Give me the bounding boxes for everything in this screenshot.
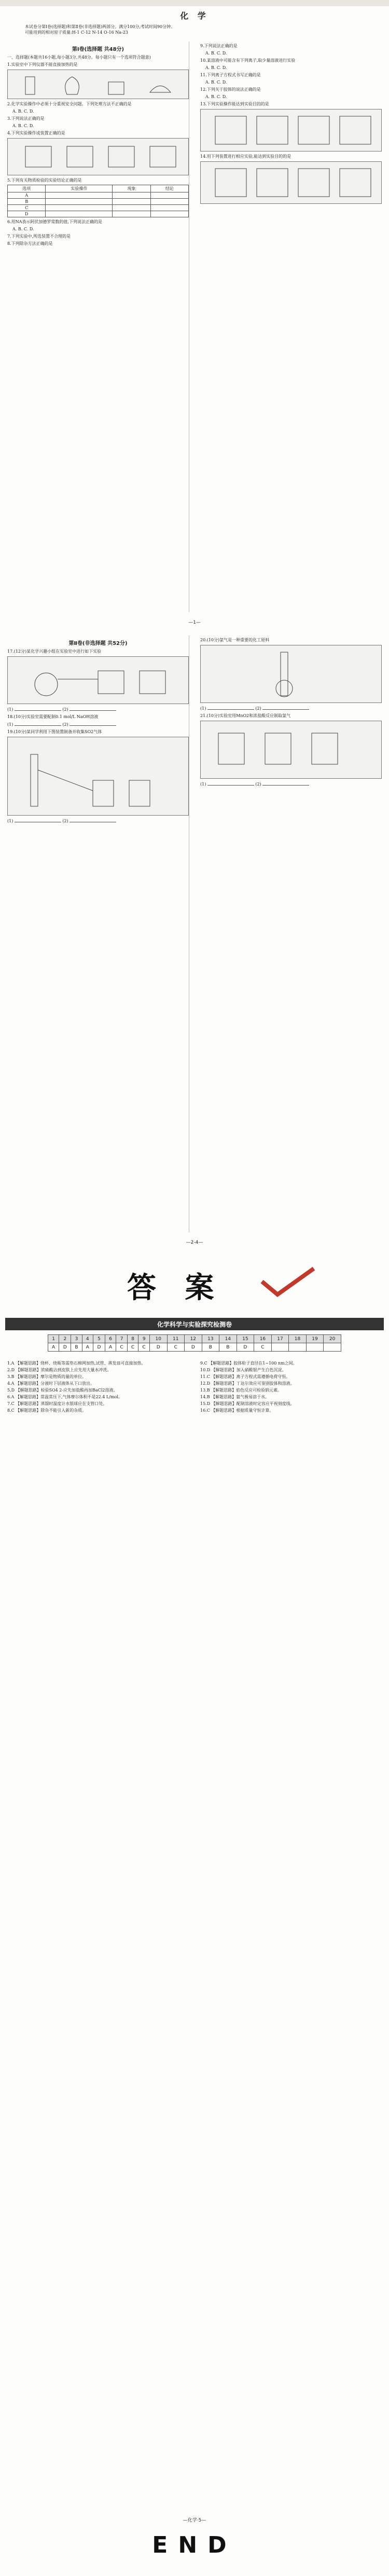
- page1-right-column: [200, 42, 382, 206]
- answer-key-value: D: [59, 1343, 71, 1352]
- answer-key-number: 4: [82, 1335, 93, 1343]
- top-decoration: [0, 0, 389, 6]
- operation-icons: [15, 140, 181, 173]
- question-7: 7.下列实验中,所选装置不合理的是: [7, 234, 71, 239]
- answer-key-value: A: [105, 1343, 116, 1352]
- answer-explanation-item: 10.D 【解题思路】加入硝酸银产生白色沉淀。: [200, 1368, 286, 1372]
- question-9-options: A. B. C. D.: [205, 51, 227, 56]
- question-19-blanks: (1) (2): [7, 818, 189, 824]
- question-17-figure: [7, 656, 189, 704]
- answer-explanation-item: 5.D 【解题思路】检验SO4 2-应先加盐酸再加BaCl2溶液。: [7, 1388, 118, 1393]
- answer-key-value: [324, 1343, 341, 1352]
- answer-key-number: 9: [138, 1335, 150, 1343]
- answer-key-value: C: [116, 1343, 128, 1352]
- answer-key-value: D: [237, 1343, 254, 1352]
- question-5-table: 选项 实验操作 现象 结论 A B C D: [7, 185, 189, 217]
- so2-apparatus: [15, 739, 181, 814]
- answer-key-number: 14: [219, 1335, 237, 1343]
- answer-key-value: C: [167, 1343, 185, 1352]
- answer-key-value: D: [185, 1343, 202, 1352]
- page-title: 化 学: [180, 11, 209, 21]
- answer-key-number: 13: [202, 1335, 219, 1343]
- page-number-1: —1—: [188, 620, 201, 625]
- question-21-blanks: (1) (2): [200, 781, 382, 787]
- question-4: 4.下列实验操作或装置正确的是: [7, 131, 65, 135]
- answer-key-number: 11: [167, 1335, 185, 1343]
- page2-right-column: [200, 636, 382, 789]
- answer-key-header-row: [48, 1335, 341, 1343]
- question-1: 1.实验室中下列仪器不能直接加热的是: [7, 62, 78, 67]
- check-mark-icon: [259, 1266, 316, 1297]
- question-14: 14.用下列装置进行相应实验,能达到实验目的的是: [200, 154, 291, 159]
- question-8: 8.下列除杂方法正确的是: [7, 241, 53, 246]
- question-2-options: A. B. C. D.: [12, 109, 34, 114]
- atomic-masses: 可能用到的相对原子质量:H-1 C-12 N-14 O-16 Na-23: [25, 30, 128, 35]
- question-12: 12.下列关于胶体的说法正确的是: [200, 87, 261, 92]
- part1-intro: 一、选择题(本题共16小题,每小题3分,共48分。每小题只有一个选项符合题意): [7, 55, 151, 60]
- question-19-figure: [7, 737, 189, 816]
- answer-key-number: 16: [254, 1335, 272, 1343]
- question-20: 20.(10分)氯气是一种重要的化工原料: [200, 638, 270, 642]
- answer-key-number: 2: [59, 1335, 71, 1343]
- page-number-2: —2-4—: [186, 1240, 203, 1245]
- question-18: 18.(10分)实验室需要配制0.1 mol/L NaOH溶液: [7, 714, 99, 719]
- answer-key-number: 3: [71, 1335, 82, 1343]
- question-2: 2.化学实验操作中必须十分重视安全问题。下列处理方法不正确的是: [7, 102, 132, 106]
- question-17-blanks: (1) (2): [7, 706, 189, 712]
- experiment-icons: [208, 111, 374, 149]
- answer-key-number: 12: [185, 1335, 202, 1343]
- answer-key-number: 1: [48, 1335, 59, 1343]
- question-10: 10.某溶液中可能含有下列离子,取少量溶液进行实验: [200, 58, 296, 63]
- question-19: 19.(10分)某同学利用下图装置制备并收集SO2气体: [7, 729, 102, 734]
- answer-key-number: 5: [93, 1335, 105, 1343]
- chlorine-apparatus: [208, 647, 374, 701]
- answer-key-number: 19: [306, 1335, 324, 1343]
- reaction-apparatus: [15, 658, 181, 702]
- question-6-options: A. B. C. D.: [12, 227, 34, 231]
- answer-explanation-item: 2.D 【解题思路】浓硫酸沾到皮肤上应先用大量水冲洗。: [7, 1368, 112, 1372]
- answer-banner: 答 案: [127, 1271, 224, 1305]
- answer-key-value: [306, 1343, 324, 1352]
- answer-explanation-item: 14.B 【解题思路】氨气极易溶于水。: [200, 1395, 270, 1399]
- answer-key-number: 7: [116, 1335, 128, 1343]
- answer-key-number: 17: [271, 1335, 289, 1343]
- question-20-figure: [200, 645, 382, 703]
- mno2-apparatus: [208, 723, 374, 777]
- answer-key-number: 10: [149, 1335, 167, 1343]
- answer-key-value: B: [71, 1343, 82, 1352]
- answer-key-value: C: [138, 1343, 150, 1352]
- part1-heading: 第Ⅰ卷(选择题 共48分): [72, 47, 124, 52]
- answer-key-value: [271, 1343, 289, 1352]
- answer-key-value: C: [127, 1343, 138, 1352]
- apparatus-icons-2: [208, 163, 374, 202]
- answer-key-value: A: [82, 1343, 93, 1352]
- question-11-options: A. B. C. D.: [205, 80, 227, 85]
- answer-explanation-item: 6.A 【解题思路】常温常压下,气体摩尔体积不是22.4 L/mol。: [7, 1395, 122, 1399]
- answer-key-number: 20: [324, 1335, 341, 1343]
- answer-explanation-item: 12.D 【解题思路】丁达尔效应可鉴别胶体和溶液。: [200, 1381, 295, 1386]
- answer-key-value: B: [202, 1343, 219, 1352]
- answer-explanation-item: 13.B 【解题思路】焰色反应可检验钠元素。: [200, 1388, 282, 1393]
- question-17: 17.(12分)某化学兴趣小组在实验室中进行如下实验: [7, 649, 102, 654]
- answer-explanation-item: 3.B 【解题思路】摩尔是物质的量的单位。: [7, 1374, 87, 1379]
- answer-key-value: D: [93, 1343, 105, 1352]
- answer-key-value: [289, 1343, 307, 1352]
- exam-note: [25, 24, 364, 35]
- answer-key-value: A: [48, 1343, 59, 1352]
- exam-instructions: 本试卷分第Ⅰ卷(选择题)和第Ⅱ卷(非选择题)两部分。满分100分,考试时间90分钟。: [25, 24, 175, 29]
- answer-explanation-item: 16.C 【解题思路】根据质量守恒计算。: [200, 1408, 274, 1413]
- answer-key-number: 15: [237, 1335, 254, 1343]
- answer-key-value-row: [48, 1343, 341, 1352]
- question-18-blanks: (1) (2): [7, 721, 189, 727]
- apparatus-icons: [15, 72, 181, 98]
- question-13: 13.下列实验操作能达到实验目的的是: [200, 102, 269, 106]
- operation-figure: [7, 138, 189, 175]
- page1-columns: [7, 42, 382, 612]
- question-14-figure: [200, 161, 382, 204]
- answer-key-value: C: [254, 1343, 272, 1352]
- question-12-options: A. B. C. D.: [205, 94, 227, 99]
- question-11: 11.下列离子方程式书写正确的是: [200, 73, 261, 77]
- question-20-blanks: (1) (2): [200, 705, 382, 711]
- answer-left-column: [7, 1359, 189, 1414]
- page2-columns: [7, 636, 382, 1232]
- page1-left-column: [7, 42, 189, 248]
- question-5: 5.下列有关物质检验的实验结论正确的是: [7, 178, 82, 183]
- question-10-options: A. B. C. D.: [205, 65, 227, 70]
- answer-explanation-item: 7.C 【解题思路】蒸馏时温度计水银球应在支管口处。: [7, 1401, 107, 1406]
- answer-explanation-item: 4.A 【解题思路】分液时下层液体从下口放出。: [7, 1381, 94, 1386]
- question-21-figure: [200, 721, 382, 779]
- question-13-figure: [200, 109, 382, 151]
- end-mark: END: [152, 2532, 237, 2558]
- question-21: 21.(10分)实验室用MnO2和浓盐酸反应制取氯气: [200, 713, 291, 718]
- answer-explanation-item: 11.C 【解题思路】离子方程式需遵循电荷守恒。: [200, 1374, 290, 1379]
- answer-key-number: 6: [105, 1335, 116, 1343]
- answer-explanation-item: 15.D 【解题思路】配制溶液时定容应平视刻度线。: [200, 1401, 295, 1406]
- answer-key-number: 18: [289, 1335, 307, 1343]
- answer-key-value: B: [219, 1343, 237, 1352]
- lab-apparatus-figure: [7, 70, 189, 99]
- answer-right-column: [200, 1359, 382, 1414]
- page2-left-column: [7, 636, 189, 825]
- answer-page-footer: —化学·5—: [183, 2518, 206, 2523]
- answer-key-value: D: [149, 1343, 167, 1352]
- question-3-options: A. B. C. D.: [12, 123, 34, 128]
- part2-heading: 第Ⅱ卷(非选择题 共52分): [68, 641, 128, 646]
- question-6: 6.用NA表示阿伏加德罗常数的值,下列说法正确的是: [7, 219, 102, 224]
- answer-section-title: 化学科学与实验探究检测卷: [5, 1318, 384, 1330]
- answer-key-number: 8: [127, 1335, 138, 1343]
- answer-key-table: [48, 1334, 341, 1352]
- answer-explanation-item: 8.C 【解题思路】除杂不能引入新的杂质。: [7, 1408, 87, 1413]
- answer-explanation-item: 1.A 【解题思路】烧杯、烧瓶等需垫石棉网加热,试管、蒸发皿可直接加热。: [7, 1361, 146, 1366]
- answer-explanation-item: 9.C 【解题思路】胶体粒子直径在1~100 nm之间。: [200, 1361, 297, 1366]
- question-9: 9.下列说法正确的是: [200, 44, 238, 48]
- question-3: 3.下列说法正确的是: [7, 116, 45, 121]
